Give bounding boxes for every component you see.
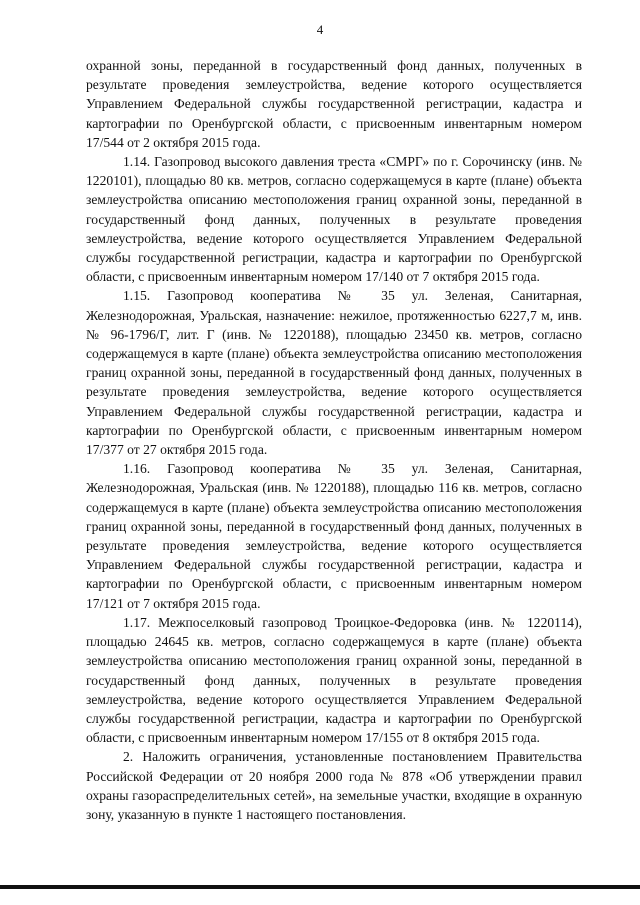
paragraph-item-1-16: 1.16. Газопровод кооператива № 35 ул. Зеленая, Санитарная, Железнодорожная, Уральская (инв. № 1220188), площадью 116 кв. метров, согласно содержащемуся в карте (плане) объекта землеустройства описанию местоположения границ охранной зоны, переданной в государственный фонд данных, полученных в результате проведения землеустройства, ведение которого осуществляется Управлением Федеральной службы государственной регистрации, кадастра и картографии по Оренбургской области, с присвоенным инвентарным номером 17/121 от 7 октября 2015 года. — [86, 461, 582, 611]
paragraph-item-2: 2. Наложить ограничения, установленные постановлением Правительства Российской Федерации от 20 ноября 2000 года № 878 «Об утверждении правил охраны газораспределительных сетей», на земельные участки, входящие в охранную зону, указанную в пункте 1 настоящего постановления. — [86, 749, 582, 822]
paragraph-item-1-15: 1.15. Газопровод кооператива № 35 ул. Зеленая, Санитарная, Железнодорожная, Уральская, назначение: нежилое, протяженностью 6227,7 м, инв. № 96-1796/Г, лит. Г (инв. № 1220188), площадью 23450 кв. метров, согласно содержащемуся в карте (плане) объекта землеустройства описанию местоположения границ охранной зоны, переданной в государственный фонд данных, полученных в результате проведения землеустройства, ведение которого осуществляется Управлением Федеральной службы государственной регистрации, кадастра и картографии по Оренбургской области, с присвоенным инвентарным номером 17/377 от 27 октября 2015 года. — [86, 288, 582, 458]
bottom-rule — [0, 885, 640, 889]
paragraph-item-1-14: 1.14. Газопровод высокого давления треста «СМРГ» по г. Сорочинску (инв. № 1220101), площадью 80 кв. метров, согласно содержащемуся в карте (плане) объекта землеустройства описанию местоположения границ охранной зоны, переданной в государственный фонд данных, полученных в результате проведения землеустройства, ведение которого осуществляется Управлением Федеральной службы государственной регистрации, кадастра и картографии по Оренбургской области, с присвоенным инвентарным номером 17/140 от 7 октября 2015 года. — [86, 154, 582, 285]
page-number: 4 — [316, 22, 324, 37]
document-body — [86, 56, 582, 824]
paragraph-item-1-17: 1.17. Межпоселковый газопровод Троицкое-Федоровка (инв. № 1220114), площадью 24645 кв. метров, согласно содержащемуся в карте (плане) объекта землеустройства описанию местоположения границ охранной зоны, переданной в государственный фонд данных, полученных в результате проведения землеустройства, ведение которого осуществляется Управлением Федеральной службы государственной регистрации, кадастра и картографии по Оренбургской области, с присвоенным инвентарным номером 17/155 от 8 октября 2015 года. — [86, 614, 582, 746]
paragraph-continuation: охранной зоны, переданной в государственный фонд данных, полученных в результате проведения землеустройства, ведение которого осуществляется Управлением Федеральной службы государственной регистрации, кадастра и картографии по Оренбургской области, с присвоенным инвентарным номером 17/544 от 2 октября 2015 года. — [86, 58, 582, 150]
